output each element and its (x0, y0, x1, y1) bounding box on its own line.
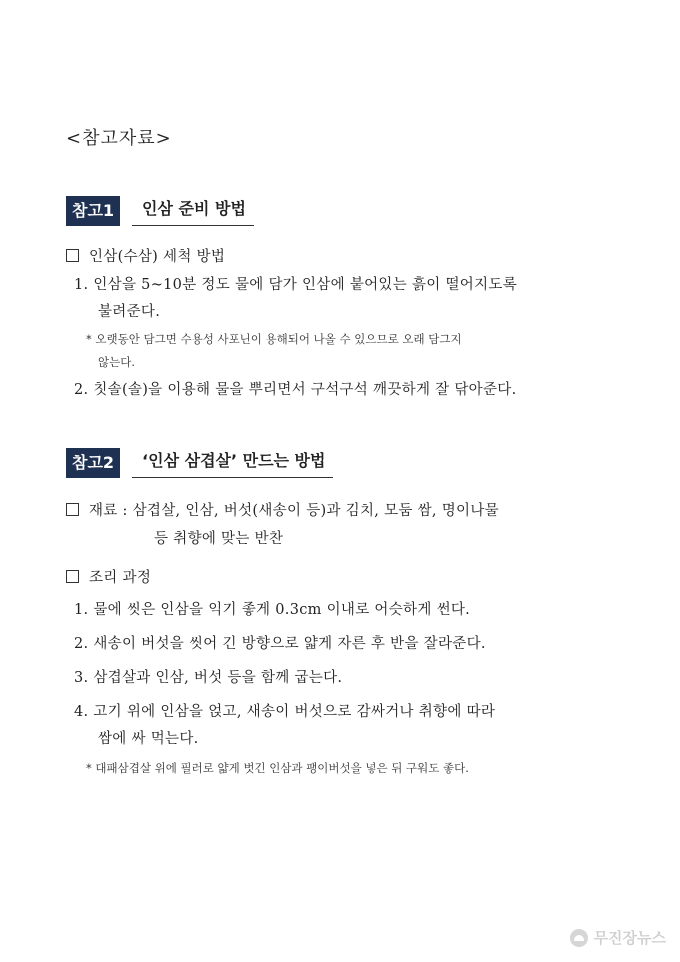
process-step4-line2: 쌈에 싸 먹는다. (98, 731, 199, 747)
section1-item2: 2. 칫솔(솔)을 이용해 물을 뿌리면서 구석구석 깨끗하게 잘 닦아준다. (74, 382, 517, 398)
section1-item1-line2: 불려준다. (98, 304, 161, 320)
watermark (570, 927, 666, 948)
ingredients-line2: 등 취향에 맞는 반찬 (154, 531, 284, 547)
section1-item1-line1: 1. 인삼을 5~10분 정도 물에 담가 인삼에 붙어있는 흙이 떨어지도록 (74, 277, 518, 293)
process-step3: 3. 삼겹살과 인삼, 버섯 등을 함께 굽는다. (74, 670, 343, 686)
section2-header (66, 448, 333, 478)
process-heading: 조리 과정 (66, 566, 151, 587)
checkbox-square-icon (66, 570, 79, 583)
ingredients-line1: 재료 : 삼겹살, 인삼, 버섯(새송이 등)과 김치, 모둠 쌈, 명이나물 (66, 499, 499, 520)
watermark-text: 무진장뉴스 (593, 929, 666, 947)
section1-header (66, 196, 254, 226)
section1-note-line2: 않는다. (98, 355, 135, 369)
section2-note: * 대패삼겹살 위에 필러로 얇게 벗긴 인삼과 팽이버섯을 넣은 뒤 구워도 좋다. (86, 761, 469, 775)
section2-badge: 참고2 (66, 448, 120, 478)
checkbox-square-icon (66, 249, 79, 262)
section1-note-line1: * 오랫동안 담그면 수용성 사포닌이 용해되어 나올 수 있으므로 오래 담그지 (86, 332, 462, 346)
process-step4-line1: 4. 고기 위에 인삼을 얹고, 새송이 버섯으로 감싸거나 취향에 따라 (74, 704, 496, 720)
checkbox-square-icon (66, 503, 79, 516)
process-step1: 1. 물에 씻은 인삼을 익기 좋게 0.3cm 이내로 어슷하게 썬다. (74, 602, 471, 618)
section2-heading: ‘인삼 삼겹살’ 만드는 방법 (132, 448, 333, 478)
section1-subheading: 인삼(수삼) 세척 방법 (66, 245, 225, 266)
section1-badge: 참고1 (66, 196, 120, 226)
page-title: <참고자료> (66, 128, 172, 149)
section1-heading: 인삼 준비 방법 (132, 196, 254, 226)
process-step2: 2. 새송이 버섯을 씻어 긴 방향으로 얇게 자른 후 반을 잘라준다. (74, 636, 486, 652)
mountain-logo-icon (570, 929, 588, 947)
